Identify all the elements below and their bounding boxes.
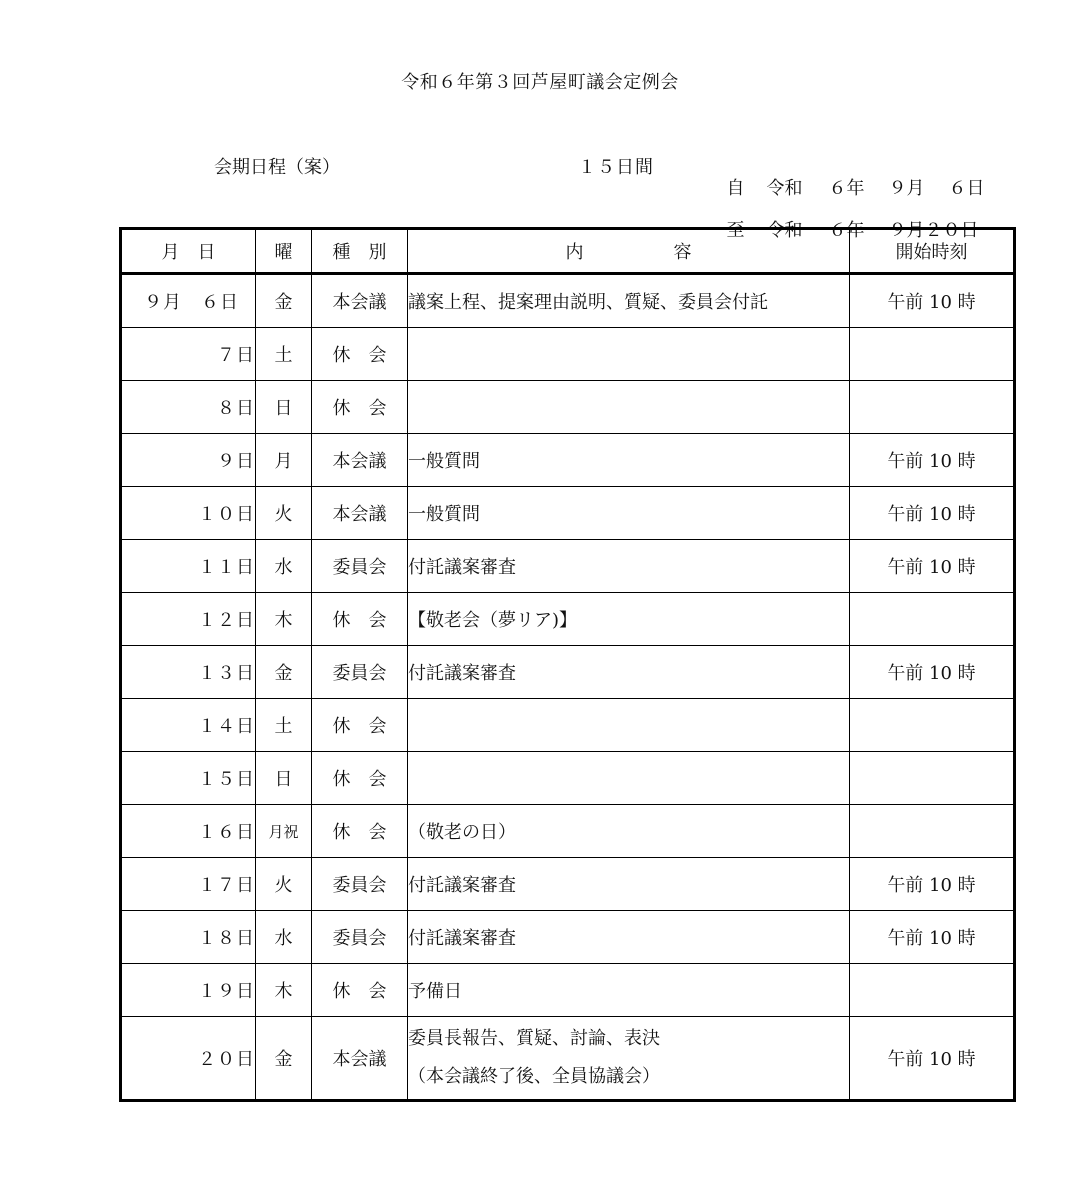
row-kind: 休 会 xyxy=(312,964,408,1017)
row-content: 一般質問 xyxy=(408,434,850,487)
row-kind: 本会議 xyxy=(312,274,408,328)
row-content xyxy=(408,752,850,805)
row-content: 【敬老会（夢リア)】 xyxy=(408,593,850,646)
row-time xyxy=(850,593,1015,646)
row-content xyxy=(408,328,850,381)
table-row xyxy=(121,646,1015,699)
row-dow: 土 xyxy=(256,699,312,752)
period-end-marker: 至 xyxy=(726,220,745,241)
row-kind: 本会議 xyxy=(312,434,408,487)
row-kind: 委員会 xyxy=(312,858,408,911)
row-time xyxy=(850,752,1015,805)
row-date: １６日 xyxy=(121,805,256,858)
row-time xyxy=(850,805,1015,858)
row-kind: 休 会 xyxy=(312,805,408,858)
row-date: １９日 xyxy=(121,964,256,1017)
period-start-day: ６日 xyxy=(948,178,985,199)
row-content xyxy=(408,699,850,752)
row-dow: 金 xyxy=(256,274,312,328)
row-time: 午前 10 時 xyxy=(850,646,1015,699)
row-date: １３日 xyxy=(121,646,256,699)
row-time xyxy=(850,699,1015,752)
row-dow: 日 xyxy=(256,381,312,434)
row-date: ９日 xyxy=(121,434,256,487)
row-kind: 休 会 xyxy=(312,593,408,646)
period-start xyxy=(715,153,984,200)
row-content: 付託議案審査 xyxy=(408,646,850,699)
row-time: 午前 10 時 xyxy=(850,911,1015,964)
period-end-year: ６年 xyxy=(828,220,865,241)
row-date: １５日 xyxy=(121,752,256,805)
table-row xyxy=(121,540,1015,593)
row-content: 付託議案審査 xyxy=(408,858,850,911)
row-time xyxy=(850,964,1015,1017)
row-content xyxy=(408,381,850,434)
row-time xyxy=(850,328,1015,381)
table-row xyxy=(121,752,1015,805)
row-time: 午前 10 時 xyxy=(850,858,1015,911)
table-row xyxy=(121,858,1015,911)
table-row xyxy=(121,381,1015,434)
header-content: 内 容 xyxy=(408,229,850,274)
table-row xyxy=(121,911,1015,964)
schedule-table xyxy=(119,227,1016,1102)
row-date: ２０日 xyxy=(121,1017,256,1101)
row-date: １０日 xyxy=(121,487,256,540)
row-kind: 休 会 xyxy=(312,752,408,805)
document-title: 令和６年第３回芦屋町議会定例会 xyxy=(401,72,679,93)
row-dow: 金 xyxy=(256,1017,312,1101)
row-time xyxy=(850,381,1015,434)
header-time: 開始時刻 xyxy=(850,229,1015,274)
document-subtitle: 会期日程（案） xyxy=(214,157,340,178)
row-kind: 委員会 xyxy=(312,646,408,699)
row-time: 午前 10 時 xyxy=(850,274,1015,328)
row-dow: 水 xyxy=(256,540,312,593)
row-dow: 金 xyxy=(256,646,312,699)
row-date: １４日 xyxy=(121,699,256,752)
row-date: １２日 xyxy=(121,593,256,646)
header-dow: 曜 xyxy=(256,229,312,274)
table-row xyxy=(121,699,1015,752)
row-dow: 土 xyxy=(256,328,312,381)
row-content: 付託議案審査 xyxy=(408,540,850,593)
row-content: 一般質問 xyxy=(408,487,850,540)
row-content: 付託議案審査 xyxy=(408,911,850,964)
table-row xyxy=(121,1017,1015,1101)
row-date: ９月 ６日 xyxy=(121,274,256,328)
row-time: 午前 10 時 xyxy=(850,540,1015,593)
header-date: 月 日 xyxy=(121,229,256,274)
row-kind: 休 会 xyxy=(312,381,408,434)
row-time: 午前 10 時 xyxy=(850,1017,1015,1101)
row-content: （敬老の日） xyxy=(408,805,850,858)
row-content: 予備日 xyxy=(408,964,850,1017)
table-row xyxy=(121,274,1015,328)
row-dow: 水 xyxy=(256,911,312,964)
row-content: 議案上程、提案理由説明、質疑、委員会付託 xyxy=(408,274,850,328)
period-start-marker: 自 xyxy=(726,178,745,199)
table-row xyxy=(121,964,1015,1017)
period-start-era: 令和 xyxy=(766,178,803,199)
row-kind: 休 会 xyxy=(312,328,408,381)
table-header-row xyxy=(121,229,1015,274)
table-row xyxy=(121,593,1015,646)
row-dow: 月 xyxy=(256,434,312,487)
session-duration: １５日間 xyxy=(578,157,654,178)
row-content-line: 委員長報告、質疑、討論、表決 xyxy=(408,1028,660,1049)
row-date: ７日 xyxy=(121,328,256,381)
row-content xyxy=(408,1017,850,1101)
row-kind: 委員会 xyxy=(312,540,408,593)
row-date: １７日 xyxy=(121,858,256,911)
row-kind: 休 会 xyxy=(312,699,408,752)
row-dow: 木 xyxy=(256,964,312,1017)
row-date: １８日 xyxy=(121,911,256,964)
period-start-year: ６年 xyxy=(828,178,865,199)
row-dow: 火 xyxy=(256,487,312,540)
table-row xyxy=(121,328,1015,381)
table-row xyxy=(121,805,1015,858)
row-kind: 委員会 xyxy=(312,911,408,964)
row-dow: 月祝 xyxy=(256,805,312,858)
period-end-era: 令和 xyxy=(766,220,803,241)
period-end-date: ９月２０日 xyxy=(888,220,979,241)
row-dow: 火 xyxy=(256,858,312,911)
row-dow: 日 xyxy=(256,752,312,805)
row-date: １１日 xyxy=(121,540,256,593)
row-time: 午前 10 時 xyxy=(850,487,1015,540)
row-kind: 本会議 xyxy=(312,1017,408,1101)
row-date: ８日 xyxy=(121,381,256,434)
period-start-month: ９月 xyxy=(888,178,925,199)
table-row xyxy=(121,487,1015,540)
table-row xyxy=(121,434,1015,487)
row-time: 午前 10 時 xyxy=(850,434,1015,487)
row-content-line: （本会議終了後、全員協議会） xyxy=(408,1066,660,1087)
row-dow: 木 xyxy=(256,593,312,646)
header-kind: 種 別 xyxy=(312,229,408,274)
row-kind: 本会議 xyxy=(312,487,408,540)
